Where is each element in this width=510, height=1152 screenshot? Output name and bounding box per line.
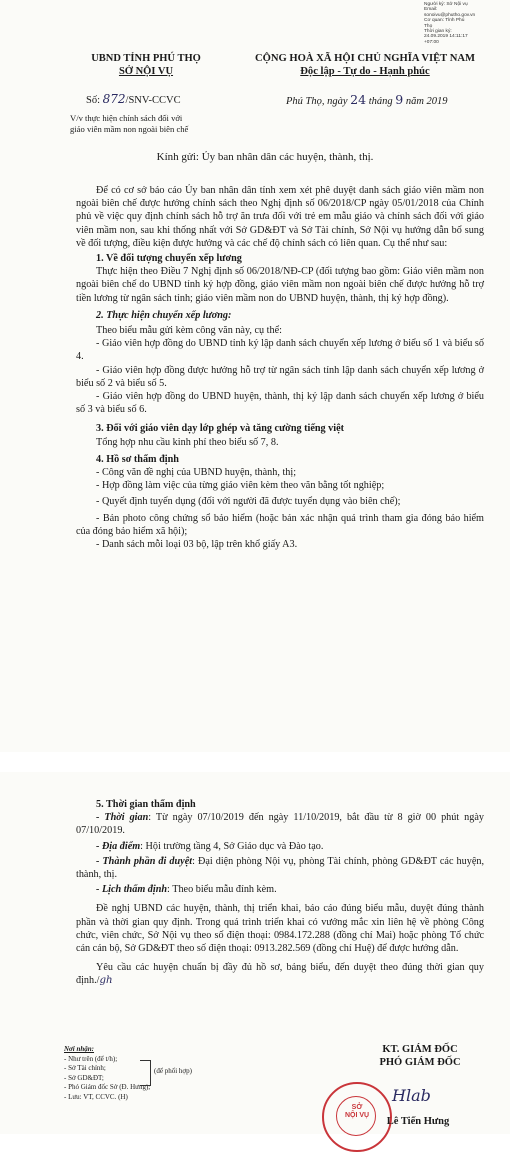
signature-titles	[340, 1043, 500, 1069]
stamp-line: Cơ quan: Tỉnh Phú	[424, 18, 465, 24]
subject-line: V/v thực hiện chính sách đối với	[70, 113, 183, 123]
recipients-title: Nơi nhận:	[64, 1045, 95, 1053]
section-4-item: - Hợp đồng làm việc của từng giáo viên kèm theo văn bằng tốt nghiệp;	[96, 480, 385, 492]
members-label: - Thành phần đi duyệt	[96, 855, 193, 867]
stamp-line: 24.09.2019 14:11:17	[424, 34, 468, 40]
document-subject	[70, 113, 260, 134]
page1-body	[76, 184, 484, 551]
schedule-item	[76, 883, 484, 896]
closing-paragraph	[76, 961, 484, 987]
nation-block	[230, 52, 500, 78]
agency-name: UBND TỈNH PHÚ THỌ	[91, 53, 201, 64]
document-date	[286, 92, 486, 107]
signature-position: PHÓ GIÁM ĐỐC	[379, 1057, 461, 1068]
agency-unit: SỞ NỘI VỤ	[118, 66, 174, 77]
seal-line: SỞ	[351, 1104, 363, 1111]
seal-line: NỘI VỤ	[344, 1112, 370, 1119]
nation-motto: Độc lập - Tự do - Hạnh phúc	[300, 66, 430, 77]
stamp-line: +07:00	[424, 39, 439, 45]
section-5-title: 5. Thời gian thẩm định	[96, 799, 196, 810]
section-4-item: - Quyết định tuyển dụng (đối với người đã được tuyển dụng vào biên chế);	[96, 496, 401, 508]
date-prefix: Phú Thọ, ngày	[286, 96, 348, 107]
section-2-item: - Giáo viên hợp đồng do UBND huyện, thành, thị ký lập danh sách chuyển xếp lương ở biểu số 3 và biểu số 6.	[76, 391, 484, 416]
schedule-label: - Lịch thẩm định	[96, 884, 168, 896]
recipient-item: - Lưu: VT, CCVC. (H)	[64, 1092, 128, 1101]
stamp-line: Email:	[424, 7, 438, 13]
section-1-title: 1. Về đối tượng chuyển xếp lương	[96, 253, 242, 265]
nation-title: CỘNG HOÀ XÃ HỘI CHỦ NGHĨA VIỆT NAM	[254, 53, 476, 64]
stamp-line: Người ký: Sở Nội vụ	[424, 2, 468, 7]
members-item	[76, 855, 484, 881]
recipients-note: (để phối hợp)	[154, 1067, 192, 1075]
place-body: : Hội trường tầng 4, Sở Giáo dục và Đào tạo.	[140, 840, 324, 852]
recipient-item: - Như trên (để t/h);	[64, 1054, 118, 1063]
place-item	[76, 840, 484, 853]
date-year: năm 2019	[405, 96, 448, 107]
digital-signature-stamp	[424, 2, 508, 45]
section-4-title: 4. Hồ sơ thẩm định	[96, 453, 179, 465]
section-2-item: - Giáo viên hợp đồng được hưởng hỗ trợ từ ngân sách tỉnh lập danh sách chuyển xếp lương ở biểu số 2 và biểu số 5.	[76, 364, 484, 389]
agency-block	[66, 52, 226, 78]
schedule-body: : Theo biểu mẫu đính kèm.	[167, 884, 277, 896]
date-month: 9	[395, 92, 404, 107]
section-2-item: - Giáo viên hợp đồng do UBND tỉnh ký lập danh sách chuyển xếp lương ở biểu số 1 và biểu số 4.	[76, 338, 484, 363]
section-4-item: - Công văn đề nghị của UBND huyện, thành, thị;	[96, 467, 297, 479]
members-body: : Đại diện phòng Nội vụ, phòng Tài chính, phòng GD&ĐT các huyện, thành, thị.	[76, 855, 484, 881]
recipient-item: - Phó Giám đốc Sở (Đ. Hưng);	[64, 1083, 151, 1091]
intro-paragraph: Để có cơ sở báo cáo Ủy ban nhân dân tỉnh xem xét phê duyệt danh sách giáo viên mầm non ngoài biên chế được hưởng chính sách theo Nghị định số 06/2018/CP ngày 05/01/2018 của Chính phủ về việc quy định chính sách hỗ trợ ăn trưa đối với trẻ em mẫu giáo và chính sách đối với giáo viên mầm non, sau khi thống nhất với Sở GD&ĐT và Sở Tài chính, Sở Nội vụ hướng dẫn bổ sung về đối tượng, điều kiện được hưởng và các chế độ chính sách có liên quan. Cụ thể như sau:	[76, 185, 484, 249]
page-gap	[0, 752, 510, 772]
section-3-body: Tổng hợp nhu cầu kinh phí theo biểu số 7, 8.	[96, 436, 279, 448]
section-4-item: - Danh sách mỗi loại 03 bộ, lập trên khổ giấy A3.	[96, 539, 298, 551]
section-4-item: - Bản photo công chứng sổ bảo hiểm (hoặc bản xác nhận quá trình tham gia đóng bảo hiểm của đóng bảo hiểm xã hội);	[76, 512, 484, 537]
time-body: : Từ ngày 07/10/2019 đến ngày 11/10/2019, bắt đầu từ 8 giờ 00 phút ngày 07/10/2019.	[76, 812, 484, 837]
date-day: 24	[350, 92, 367, 107]
recipient-line: Kính gửi: Ủy ban nhân dân các huyện, thành, thị.	[156, 151, 374, 163]
page2-body	[76, 798, 484, 988]
signature-position: KT. GIÁM ĐỐC	[382, 1044, 458, 1055]
section-3-title: 3. Đối với giáo viên dạy lớp ghép và tăng cường tiếng việt	[96, 423, 345, 435]
signature-scribble: Hlab	[392, 1086, 431, 1105]
handwritten-signature	[358, 1084, 468, 1114]
stamp-line: Thọ	[424, 23, 433, 29]
closing-handwritten: gh	[99, 975, 113, 987]
subject-line: giáo viên mầm non ngoài biên chế	[70, 123, 189, 134]
recipient-item: - Sở Tài chính;	[64, 1064, 106, 1072]
stamp-line: Thời gian ký:	[424, 29, 452, 35]
stamp-line: sonoivu@phutho.gov.vn	[424, 12, 476, 18]
recipient-item: - Sở GD&ĐT;	[64, 1073, 104, 1082]
place-label: - Địa điểm	[96, 840, 141, 852]
number-handwritten: 872	[102, 92, 126, 106]
recipients-brace	[140, 1060, 151, 1086]
date-month-label: tháng	[368, 96, 393, 107]
number-suffix: /SNV-CCVC	[125, 95, 181, 106]
section-2-title: 2. Thực hiện chuyển xếp lương:	[96, 309, 232, 321]
closing-text: Yêu cầu các huyện chuẩn bị đầy đủ hồ sơ, bảng biểu, đến duyệt theo đúng thời gian quy định./	[76, 962, 484, 987]
section-1-body: Thực hiện theo Điều 7 Nghị định số 06/2018/NĐ-CP (đối tượng bao gồm: Giáo viên mầm non ngoài biên chế do UBND tỉnh ký hợp đồng, giáo viên mầm non ngoài biên chế được hưởng hỗ trợ tiền lương từ ngân sách tỉnh; giáo viên mầm non do UBND huyện, thành, thị ký hợp đồng).	[76, 266, 484, 304]
number-prefix: Số:	[86, 95, 101, 106]
signer-name: Lê Tiến Hưng	[386, 1116, 450, 1127]
time-item	[76, 811, 484, 837]
request-paragraph: Đề nghị UBND các huyện, thành, thị triển khai, báo cáo đúng biểu mẫu, duyệt đúng thành phần và thời gian quy định. Trong quá trình triển khai có vướng mắc xin liên hệ về phòng Công chức, viên chức, Sở Nội vụ theo số điện thoại: 0984.172.288 (đồng chí Mai) hoặc phòng Tổ chức cán cán bộ, Sở GD&ĐT theo số điện thoại: 0913.282.569 (đồng chí Huệ) để được hướng dẫn.	[76, 903, 484, 955]
document-number	[86, 92, 181, 106]
section-2-intro: Theo biểu mẫu gửi kèm công văn này, cụ thể:	[96, 325, 282, 337]
time-label: - Thời gian	[96, 812, 149, 824]
